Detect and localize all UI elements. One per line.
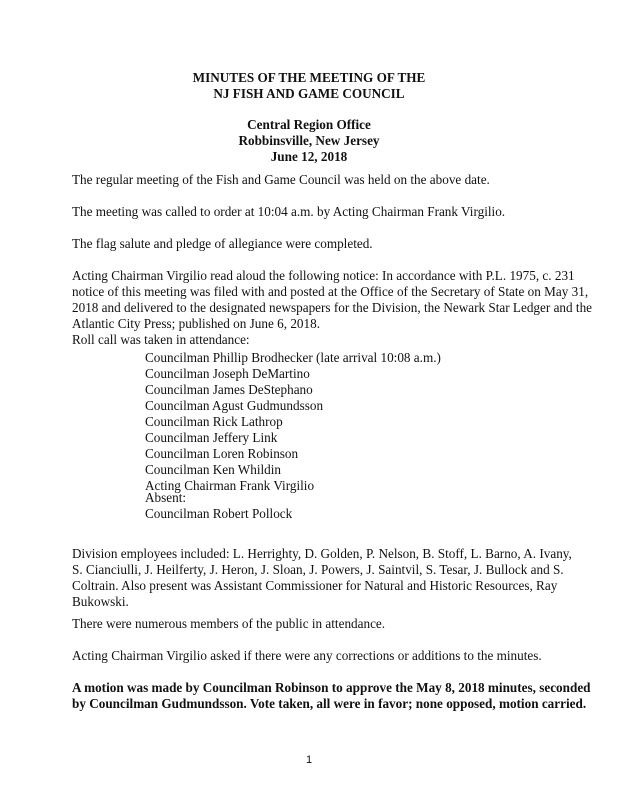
staff-line: S. Cianciulli, J. Heilferty, J. Heron, J. Sloan, J. Powers, J. Saintvil, S. Tesar, J. Bullock and S. xyxy=(72,562,564,577)
notice-line: notice of this meeting was filed with and posted at the Office of the Secretary of State on May 31, xyxy=(72,284,589,299)
notice-line: Acting Chairman Virgilio read aloud the following notice: In accordance with P.L. 1975, c. 231 xyxy=(72,268,575,283)
meeting-location xyxy=(0,117,618,165)
notice-line: Atlantic City Press; published on June 6, 2018. xyxy=(72,316,320,331)
page-number: 1 xyxy=(305,754,313,766)
attendee: Councilman Jeffery Link xyxy=(145,430,278,445)
attendee: Councilman Agust Gudmundsson xyxy=(145,398,324,413)
staff-line: Coltrain. Also present was Assistant Commissioner for Natural and Historic Resources, Ray xyxy=(72,578,558,593)
motion-paragraph xyxy=(72,680,591,712)
meeting-date: June 12, 2018 xyxy=(270,149,348,164)
public-paragraph: There were numerous members of the public in attendance. xyxy=(72,616,386,631)
flag-salute-paragraph: The flag salute and pledge of allegiance were completed. xyxy=(72,236,373,251)
absent-list xyxy=(145,490,292,522)
roll-call-paragraph: Roll call was taken in attendance: xyxy=(72,332,250,347)
called-to-order-paragraph: The meeting was called to order at 10:04 a.m. by Acting Chairman Frank Virgilio. xyxy=(72,204,506,219)
attendee: Councilman Rick Lathrop xyxy=(145,414,283,429)
office-name: Central Region Office xyxy=(247,117,371,132)
title-line-1: MINUTES OF THE MEETING OF THE xyxy=(192,70,426,85)
attendance-list xyxy=(145,350,441,494)
staff-line: Bukowski. xyxy=(72,594,129,609)
absent-label: Absent: xyxy=(145,490,187,505)
attendee: Councilman Ken Whildin xyxy=(145,462,282,477)
attendee: Acting Chairman Frank Virgilio xyxy=(145,478,315,493)
staff-paragraph xyxy=(72,546,572,610)
notice-paragraph xyxy=(72,268,593,332)
regular-meeting-paragraph: The regular meeting of the Fish and Game Council was held on the above date. xyxy=(72,172,490,187)
absent-member: Councilman Robert Pollock xyxy=(145,506,293,521)
attendee: Councilman Loren Robinson xyxy=(145,446,299,461)
motion-line: A motion was made by Councilman Robinson to approve the May 8, 2018 minutes, seconded xyxy=(72,680,591,695)
attendee: Councilman James DeStephano xyxy=(145,382,313,397)
document-title xyxy=(0,70,618,102)
notice-line: 2018 and delivered to the designated newspapers for the Division, the Newark Star Ledger and the xyxy=(72,300,593,315)
attendee: Councilman Phillip Brodhecker (late arrival 10:08 a.m.) xyxy=(145,350,441,365)
corrections-paragraph: Acting Chairman Virgilio asked if there were any corrections or additions to the minutes. xyxy=(72,648,542,663)
staff-line: Division employees included: L. Herrighty, D. Golden, P. Nelson, B. Stoff, L. Barno, A. Ivany, xyxy=(72,546,572,561)
motion-line: by Councilman Gudmundsson. Vote taken, all were in favor; none opposed, motion carried. xyxy=(72,696,587,711)
office-city: Robbinsville, New Jersey xyxy=(238,133,380,148)
title-line-2: NJ FISH AND GAME COUNCIL xyxy=(213,86,405,101)
attendee: Councilman Joseph DeMartino xyxy=(145,366,310,381)
